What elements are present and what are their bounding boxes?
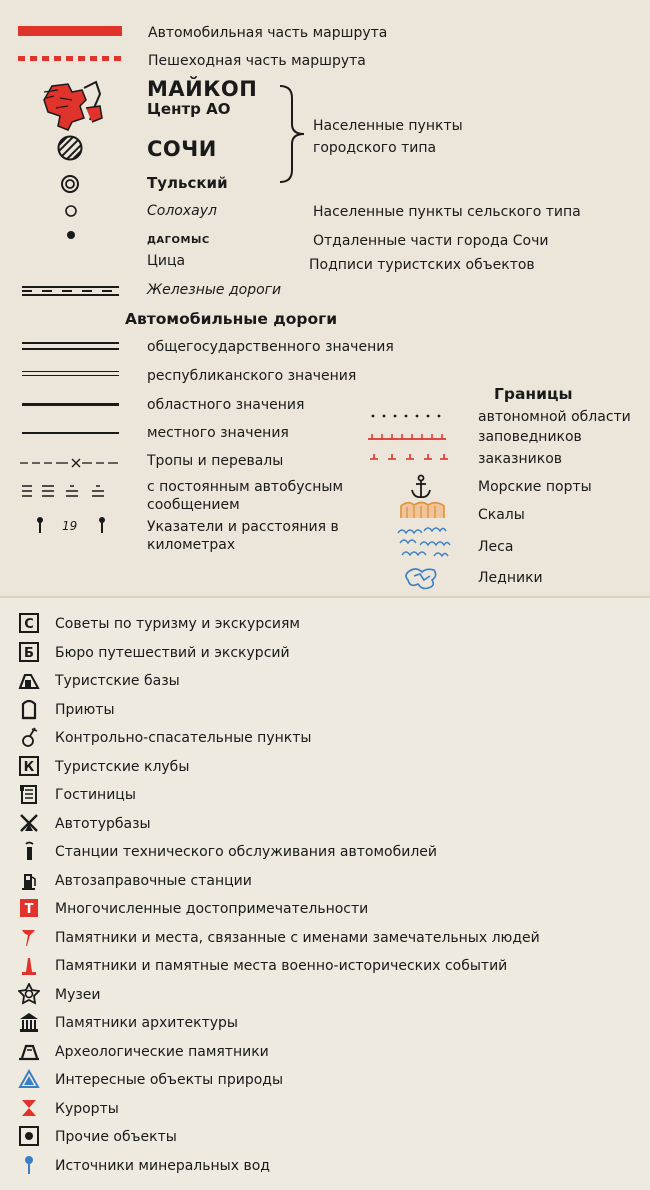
memorial-people-icon xyxy=(18,926,40,948)
city-plan-icon xyxy=(38,78,106,138)
legend-item-label: Туристские клубы xyxy=(55,759,190,775)
mineral-spring-icon xyxy=(18,1154,40,1176)
rocks-label: Скалы xyxy=(478,507,525,523)
road-state-label: общегосударственного значения xyxy=(147,339,394,355)
urban-type-label-2: городского типа xyxy=(313,140,437,156)
legend-item-label: Памятники и памятные места военно-исторических событий xyxy=(55,958,508,974)
bus-label-2: сообщением xyxy=(147,497,240,513)
resort-icon xyxy=(18,1097,40,1119)
border-reserve-label: заповедников xyxy=(478,429,582,445)
rescue-post-icon xyxy=(18,726,40,748)
legend-label: Пешеходная часть маршрута xyxy=(148,53,366,69)
other-object-icon xyxy=(18,1125,40,1147)
legend-item-label: Источники минеральных вод xyxy=(55,1158,270,1174)
hotel-icon xyxy=(18,783,40,805)
anchor-icon xyxy=(410,474,432,500)
distance-value: 19 xyxy=(62,519,78,533)
road-republic-symbol xyxy=(22,371,119,376)
legend-item-label: Туристские базы xyxy=(55,673,180,689)
legend-item-label: Многочисленные достопримечательности xyxy=(55,901,369,917)
legend-item-label: Памятники и места, связанные с именами замечательных людей xyxy=(55,930,540,946)
legend-item-label: Контрольно-спасательные пункты xyxy=(55,730,312,746)
roads-header: Автомобильные дороги xyxy=(125,310,338,328)
box-s-icon xyxy=(18,612,40,634)
railway-symbol xyxy=(22,286,119,296)
border-reserve-symbol xyxy=(368,432,448,442)
pointers-label: Указатели и расстояния в xyxy=(147,519,339,535)
svg-text:С: С xyxy=(24,617,34,632)
forest-icon xyxy=(394,523,460,559)
legend-item-label: Автозаправочные станции xyxy=(55,873,252,889)
legend-item-label: Прочие объекты xyxy=(55,1129,177,1145)
fuel-station-icon xyxy=(18,869,40,891)
road-state-symbol xyxy=(22,342,119,350)
glaciers-label: Ледники xyxy=(478,570,543,586)
legend-item-label: Гостиницы xyxy=(55,787,136,803)
hatched-circle-icon xyxy=(56,134,84,162)
road-republic-label: республиканского значения xyxy=(147,368,357,384)
district-label: ДАГОМЫС xyxy=(147,235,210,246)
road-local-label: местного значения xyxy=(147,425,289,441)
box-k-icon xyxy=(18,755,40,777)
town-label-tulsky: Тульский xyxy=(147,174,228,192)
svg-text:К: К xyxy=(23,760,35,775)
legend-item-label: Памятники архитектуры xyxy=(55,1015,238,1031)
pointers-label-2: километрах xyxy=(147,537,236,553)
legend-item-label: Музеи xyxy=(55,987,101,1003)
small-circle-icon xyxy=(64,204,78,218)
railway-label: Железные дороги xyxy=(147,282,282,298)
sea-ports-label: Морские порты xyxy=(478,479,592,495)
rural-type-label: Населенные пункты сельского типа xyxy=(313,204,581,220)
legend-item-label: Курорты xyxy=(55,1101,119,1117)
border-ao-symbol xyxy=(370,412,450,420)
foot-route-symbol xyxy=(18,56,122,61)
tourist-name-label: Цица xyxy=(147,253,186,269)
city-label-sochi: СОЧИ xyxy=(147,137,217,161)
rocks-icon xyxy=(398,500,448,520)
legend-item-label: Автотурбазы xyxy=(55,816,151,832)
road-regional-label: областного значения xyxy=(147,397,305,413)
archaeology-icon xyxy=(18,1040,40,1062)
svg-text:Т: Т xyxy=(24,902,34,917)
urban-type-label: Населенные пункты xyxy=(313,118,463,134)
trails-label: Тропы и перевалы xyxy=(147,453,284,469)
village-label: Солохаул xyxy=(147,203,217,219)
brace-icon xyxy=(278,84,306,184)
legend-item-label: Приюты xyxy=(55,702,115,718)
tourist-labels-label: Подписи туристских объектов xyxy=(309,257,535,273)
legend-item-label: Археологические памятники xyxy=(55,1044,269,1060)
architecture-icon xyxy=(18,1011,40,1033)
legend-item-label: Бюро путешествий и экскурсий xyxy=(55,645,290,661)
nature-object-icon xyxy=(18,1068,40,1090)
glacier-icon xyxy=(404,564,440,592)
legend-label: Автомобильная часть маршрута xyxy=(148,25,388,41)
dot-icon xyxy=(67,231,75,239)
border-sanctuary-symbol xyxy=(370,452,450,462)
trail-symbol xyxy=(20,456,120,470)
car-route-symbol xyxy=(18,26,122,36)
svg-text:Б: Б xyxy=(24,646,34,661)
red-box-t-icon xyxy=(18,897,40,919)
center-ao-label: Центр АО xyxy=(147,100,231,118)
road-regional-symbol xyxy=(22,403,119,406)
pointer-right-icon xyxy=(96,516,108,534)
service-station-icon xyxy=(18,840,40,862)
motor-base-icon xyxy=(18,812,40,834)
legend-item-label: Интересные объекты природы xyxy=(55,1072,284,1088)
borders-header: Границы xyxy=(494,385,573,403)
museum-icon xyxy=(18,983,40,1005)
pointer-left-icon xyxy=(34,516,46,534)
shelter-icon xyxy=(18,698,40,720)
war-memorial-icon xyxy=(18,954,40,976)
border-sanctuary-label: заказников xyxy=(478,451,563,467)
legend-item-label: Станции технического обслуживания автомобилей xyxy=(55,844,437,860)
box-b-icon xyxy=(18,641,40,663)
tourist-base-icon xyxy=(18,669,40,691)
bus-road-symbol xyxy=(20,482,120,500)
border-ao-label: автономной области xyxy=(478,409,631,425)
city-label-maikop: МАЙКОП xyxy=(147,77,258,101)
double-circle-icon xyxy=(60,174,80,194)
sochi-parts-label: Отдаленные части города Сочи xyxy=(313,233,549,249)
bus-label: с постоянным автобусным xyxy=(147,479,344,495)
road-local-symbol xyxy=(22,432,119,434)
forests-label: Леса xyxy=(478,539,514,555)
legend-item-label: Советы по туризму и экскурсиям xyxy=(55,616,300,632)
